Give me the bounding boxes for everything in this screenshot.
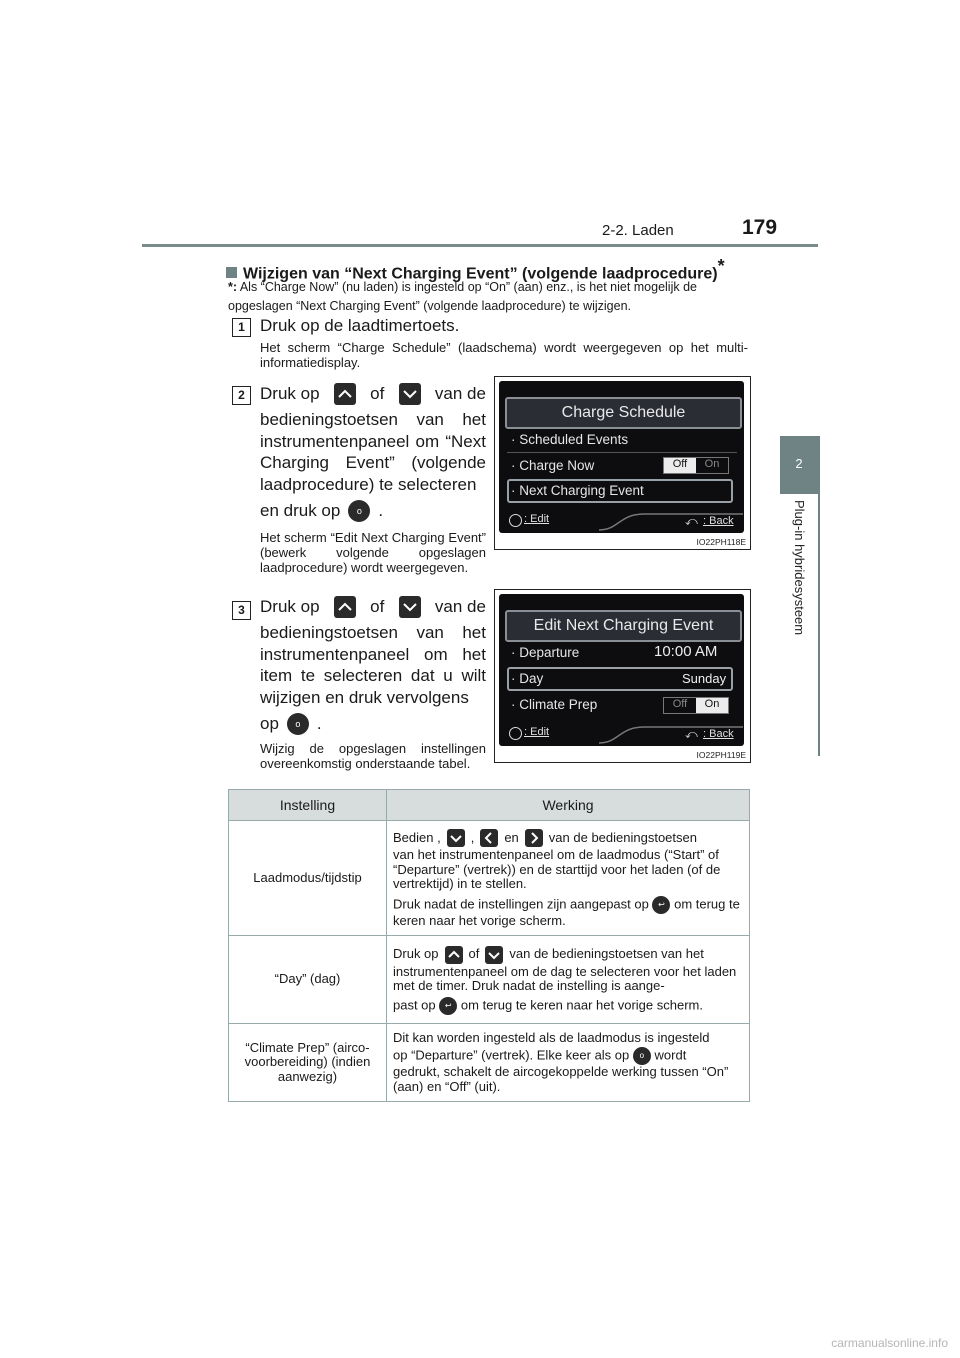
step-2-text-a: Druk op	[260, 384, 320, 403]
square-bullet-icon	[226, 267, 237, 278]
menu-next-charging-event: · Next Charging Event	[511, 483, 644, 498]
step-3-text-a: Druk op	[260, 597, 320, 616]
op-text: Dit kan worden ingesteld als de laadmodus is ingesteld	[393, 1029, 710, 1045]
step-number-3: 3	[232, 601, 251, 620]
heading-text: Wijzigen van “Next Charging Event” (volgende laadprocedure)	[243, 265, 718, 283]
back-arrow-icon: ⤺	[685, 514, 698, 528]
menu-climate-prep: · Climate Prep	[511, 697, 598, 712]
footnote	[228, 278, 758, 316]
display-panel	[499, 381, 744, 533]
charge-now-toggle	[663, 457, 729, 474]
ok-button-icon: o	[287, 713, 309, 735]
display-panel	[499, 594, 744, 746]
toggle-on: On	[704, 458, 720, 470]
back-button-icon: ↩	[439, 997, 457, 1015]
op-text: Druk op	[393, 946, 439, 962]
step-number-1: 1	[232, 318, 251, 337]
edit-label: : Edit	[524, 726, 550, 738]
setting-cell: “Climate Prep” (airco-voorbereiding) (indien aanwezig)	[229, 1024, 387, 1102]
screen-edit-next-charging-event	[494, 589, 751, 763]
section-title: 2-2. Laden	[602, 222, 674, 239]
operation-cell	[387, 936, 750, 1024]
col-header-setting: Instelling	[229, 790, 387, 821]
day-value: Sunday	[682, 671, 727, 686]
step-2-block	[260, 381, 486, 575]
setting-cell: Laadmodus/tijdstip	[229, 821, 387, 936]
back-label: : Back	[703, 728, 734, 740]
step-2-press-period: .	[378, 501, 384, 520]
op-text: van het instrumentenpaneel om de laadmodus (“Start” of “Departure” (vertrek)) en de starttijd voor het laden (of de vertrektijd) in te stellen.	[393, 847, 721, 891]
table-row	[229, 1024, 750, 1102]
edit-label: : Edit	[524, 513, 550, 525]
menu-charge-now: · Charge Now	[511, 458, 595, 473]
back-label: : Back	[703, 515, 734, 527]
toggle-on: On	[696, 698, 728, 713]
op-text: ,	[470, 829, 475, 845]
step-2-press-text: en druk op	[260, 501, 341, 520]
dial-icon	[509, 727, 522, 740]
op-text: op “Departure” (vertrek). Elke keer als op	[393, 1047, 630, 1063]
op-text: van de bedieningstoetsen van het	[509, 946, 704, 962]
heading-asterisk: *	[717, 256, 725, 276]
step-3-text-main: bedieningstoetsen van het instrumentenpaneel om het item te selecteren dat u wilt wijzigen en druk vervolgens	[260, 623, 486, 707]
op-text: Druk nadat de instellingen zijn aangepast op	[393, 895, 649, 911]
watermark-text: carmanualsonline.info	[831, 1336, 948, 1350]
table-header-row	[229, 790, 750, 821]
down-button-icon	[447, 829, 465, 847]
down-button-icon	[399, 383, 421, 405]
dial-icon	[509, 514, 522, 527]
climate-prep-toggle	[663, 697, 729, 714]
screen-charge-schedule	[494, 376, 751, 550]
step-2-text-b: of	[370, 384, 385, 403]
menu-departure: · Departure	[511, 645, 580, 660]
screen-title: Charge Schedule	[505, 397, 742, 429]
setting-cell: “Day” (dag)	[229, 936, 387, 1024]
menu-day: · Day	[511, 671, 544, 686]
figure-code: IO22PH119E	[696, 750, 746, 760]
settings-table	[228, 789, 750, 1102]
down-button-icon	[399, 596, 421, 618]
op-text: van de bedieningstoetsen	[548, 829, 697, 845]
table-row	[229, 936, 750, 1024]
figure-code: IO22PH118E	[696, 537, 746, 547]
op-text: Bedien ,	[393, 829, 441, 845]
step-1-subtext: Het scherm “Charge Schedule” (laadschema) wordt weergegeven op het multi-informatiedisplay.	[260, 340, 748, 370]
departure-time: 10:00 AM	[654, 643, 718, 660]
footnote-text: Als “Charge Now” (nu laden) is ingesteld op “On” (aan) enz., is het niet mogelijk de opgeslagen “Next Charging Event” (volgende laadprocedure) te wijzigen.	[228, 280, 697, 313]
left-button-icon	[480, 829, 498, 847]
chapter-tab-line	[818, 436, 820, 756]
step-2-subtext: Het scherm “Edit Next Charging Event” (bewerk volgende opgeslagen laadprocedure) wordt weergegeven.	[260, 530, 486, 575]
page-number: 179	[742, 216, 778, 239]
chapter-number: 2	[795, 456, 803, 471]
back-button-icon: ↩	[652, 896, 670, 914]
step-number-2: 2	[232, 386, 251, 405]
op-text: wordt	[654, 1047, 687, 1063]
menu-scheduled-events: · Scheduled Events	[511, 432, 629, 447]
step-1-text: Druk op de laadtimertoets.	[260, 316, 460, 335]
operation-cell	[387, 821, 750, 936]
op-text: om terug te keren naar het vorige scherm.	[393, 895, 740, 928]
up-button-icon	[445, 946, 463, 964]
op-text: om terug te keren naar het vorige scherm.	[460, 996, 703, 1012]
step-3-text-b: of	[370, 597, 385, 616]
table-row	[229, 821, 750, 936]
step-3-text-c: van de	[434, 597, 486, 616]
step-3-block	[260, 594, 486, 771]
right-button-icon	[525, 829, 543, 847]
op-text: past op	[393, 996, 436, 1012]
ok-button-icon: o	[348, 500, 370, 522]
step-3-press-period: .	[316, 714, 322, 733]
header-rule	[142, 244, 818, 247]
op-text: gedrukt, schakelt de aircogekoppelde werking tussen “On” (aan) en “Off” (uit).	[393, 1064, 729, 1094]
up-button-icon	[334, 383, 356, 405]
toggle-off: Off	[664, 458, 696, 473]
chapter-label: Plug-in hybridesysteem	[792, 500, 807, 636]
step-2-text-main: bedieningstoetsen van het instrumentenpaneel om “Next Charging Event” (volgende laadprocedure) te selecteren	[260, 410, 486, 494]
row-divider	[507, 452, 737, 453]
step-2-text-c: van de	[434, 384, 486, 403]
op-text: en	[504, 829, 519, 845]
toggle-off: Off	[672, 698, 688, 710]
col-header-operation: Werking	[387, 790, 750, 821]
step-3-press-text: op	[260, 714, 279, 733]
op-text: instrumentenpaneel om de dag te selecteren voor het laden met de timer. Druk nadat de instelling is aange-	[393, 963, 737, 993]
ok-button-icon: o	[633, 1047, 651, 1065]
down-button-icon	[485, 946, 503, 964]
op-text: of	[468, 946, 480, 962]
watermark	[0, 1336, 960, 1350]
screen-title: Edit Next Charging Event	[505, 610, 742, 642]
up-button-icon	[334, 596, 356, 618]
operation-cell	[387, 1024, 750, 1102]
back-arrow-icon: ⤺	[685, 727, 698, 741]
step-3-subtext: Wijzig de opgeslagen instellingen overeenkomstig onderstaande tabel.	[260, 741, 486, 771]
footnote-marker: *:	[228, 280, 238, 294]
